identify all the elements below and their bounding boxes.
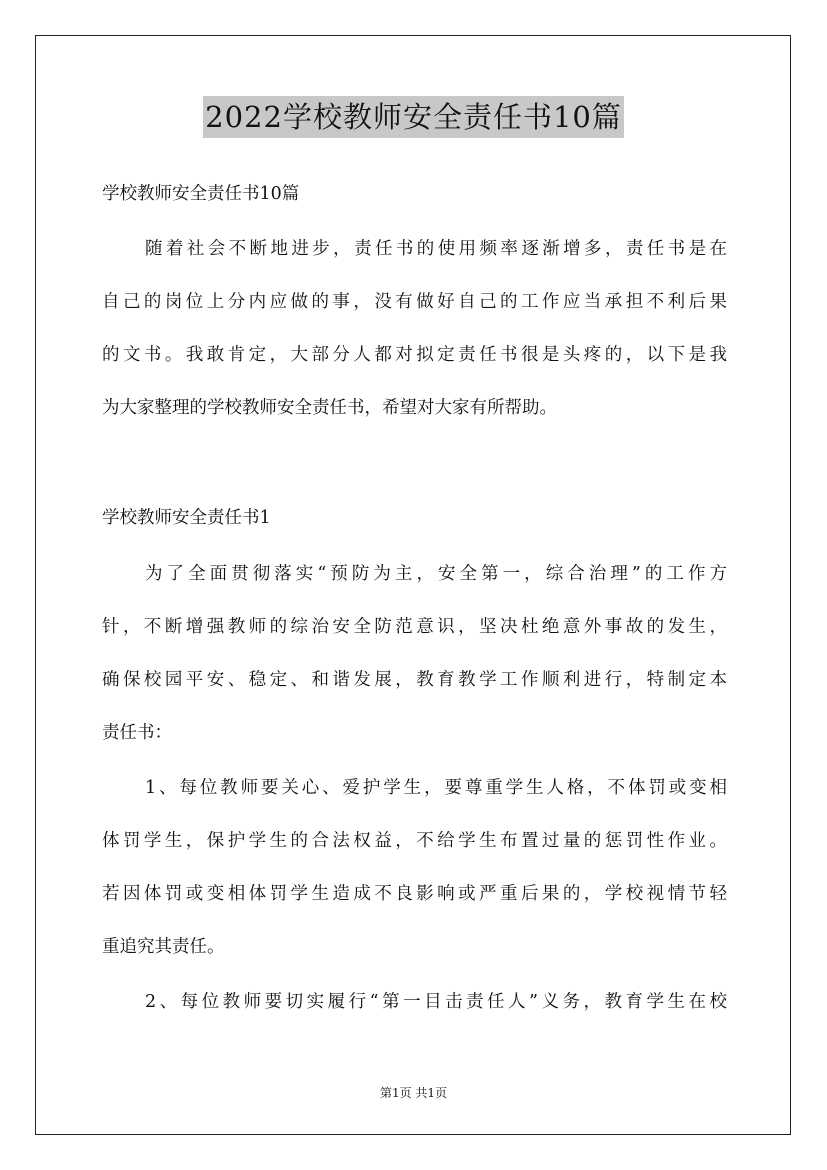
- section1-heading: 学校教师安全责任书1: [102, 508, 271, 528]
- item1-line-1: 1、每位教师要关心、爱护学生，要尊重学生人格，不体罚或变相: [145, 778, 727, 798]
- section1-line-4: 责任书：: [102, 723, 172, 743]
- page-footer: 第1页 共1页: [379, 1086, 448, 1100]
- item1-line-3: 若因体罚或变相体罚学生造成不良影响或严重后果的，学校视情节轻: [102, 884, 727, 904]
- section1-line-3: 确保校园平安、稳定、和谐发展，教育教学工作顺利进行，特制定本: [102, 670, 727, 690]
- section1-line-2: 针，不断增强教师的综治安全防范意识，坚决杜绝意外事故的发生，: [102, 617, 727, 637]
- title-wrap: [0, 96, 827, 138]
- intro-line-4: 为大家整理的学校教师安全责任书，希望对大家有所帮助。: [102, 398, 557, 418]
- subtitle: 学校教师安全责任书10篇: [102, 184, 300, 204]
- intro-line-1: 随着社会不断地进步，责任书的使用频率逐渐增多，责任书是在: [145, 239, 727, 259]
- document-title: 2022学校教师安全责任书10篇: [203, 96, 624, 138]
- intro-line-2: 自己的岗位上分内应做的事，没有做好自己的工作应当承担不利后果: [102, 292, 727, 312]
- item1-line-4: 重追究其责任。: [102, 937, 225, 957]
- section1-line-1: 为了全面贯彻落实“预防为主，安全第一，综合治理”的工作方: [145, 564, 727, 584]
- item2-line-1: 2、每位教师要切实履行“第一目击责任人”义务，教育学生在校: [145, 992, 727, 1012]
- intro-line-3: 的文书。我敢肯定，大部分人都对拟定责任书很是头疼的，以下是我: [102, 345, 727, 365]
- item1-line-2: 体罚学生，保护学生的合法权益，不给学生布置过量的惩罚性作业。: [102, 831, 727, 851]
